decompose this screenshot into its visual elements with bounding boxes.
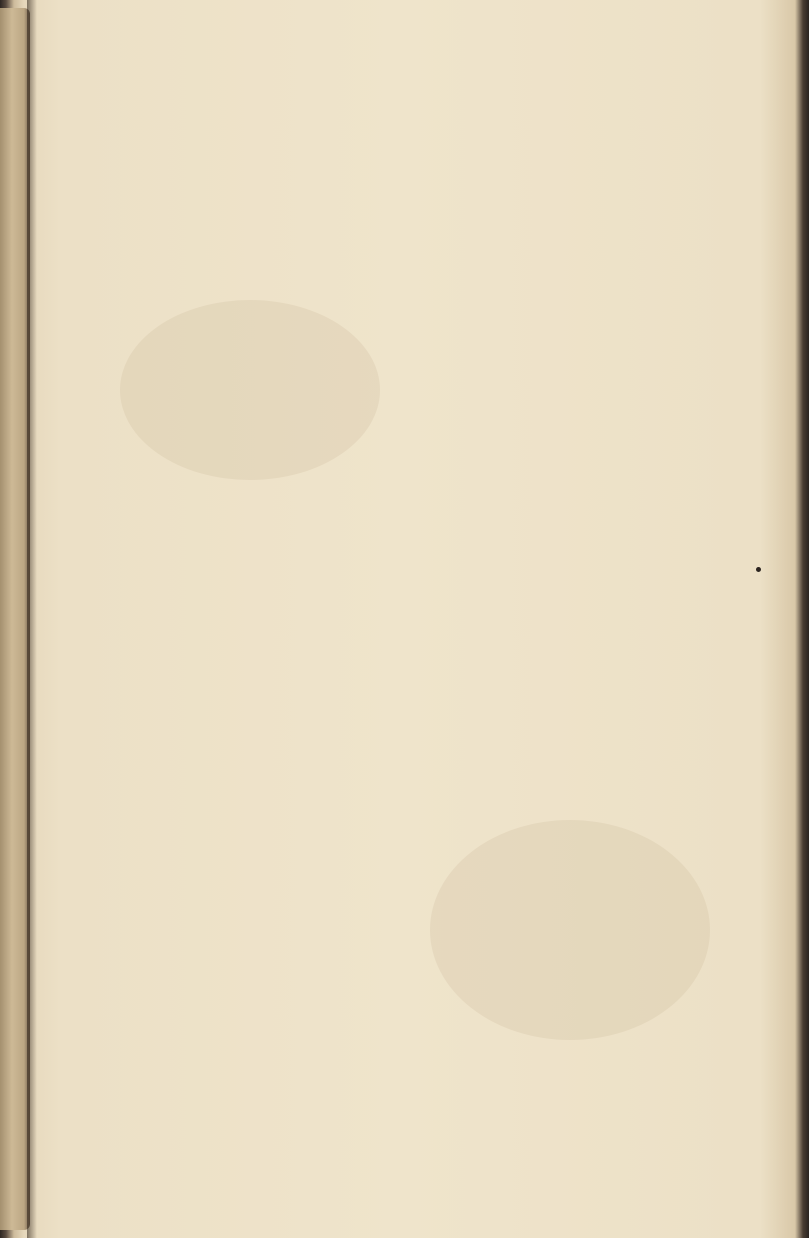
text-line (70, 337, 355, 352)
text-line (70, 154, 355, 169)
text-line (70, 581, 355, 596)
text-line (70, 901, 355, 916)
text-line (70, 215, 355, 230)
text-line (70, 1008, 355, 1023)
text-line (70, 932, 355, 947)
text-line (70, 612, 355, 627)
ink-dot (756, 567, 761, 572)
left-page-edge (0, 8, 30, 1230)
text-line (70, 520, 355, 535)
text-column-left (70, 93, 355, 1023)
text-line (70, 322, 355, 337)
text-line (362, 93, 644, 108)
text-line (70, 886, 355, 901)
text-line (70, 810, 355, 825)
text-line (70, 398, 355, 413)
text-line (70, 962, 355, 977)
text-line (70, 718, 355, 733)
text-line (70, 703, 355, 718)
text-line (70, 230, 355, 245)
text-line (70, 505, 355, 520)
text-line (70, 474, 355, 489)
text-line (70, 749, 355, 764)
text-line (70, 93, 355, 108)
text-line (70, 627, 355, 642)
text-line (70, 246, 355, 261)
text-line (70, 261, 355, 276)
text-line (70, 200, 355, 215)
text-line (70, 551, 355, 566)
text-line (70, 169, 355, 184)
text-line (70, 185, 355, 200)
paper-stain (430, 820, 710, 1040)
text-column-right (362, 93, 644, 108)
text-line (70, 444, 355, 459)
text-line (70, 795, 355, 810)
text-line (70, 978, 355, 993)
text-line (70, 459, 355, 474)
text-line (70, 947, 355, 962)
text-line (70, 917, 355, 932)
text-line (70, 825, 355, 840)
text-line (70, 413, 355, 428)
text-line (70, 856, 355, 871)
running-header (0, 55, 809, 95)
text-line (70, 596, 355, 611)
text-line (70, 124, 355, 139)
text-line (70, 993, 355, 1008)
guide-letter-r (380, 862, 394, 876)
text-line (70, 368, 355, 383)
text-line (70, 383, 355, 398)
text-line (70, 673, 355, 688)
text-line (70, 566, 355, 581)
text-line (70, 108, 355, 123)
text-line (70, 276, 355, 291)
text-line (70, 657, 355, 672)
text-line (70, 779, 355, 794)
text-line (70, 139, 355, 154)
guide-letter-h (402, 173, 418, 189)
text-line (70, 642, 355, 657)
text-line (70, 764, 355, 779)
text-line (70, 688, 355, 703)
text-line (70, 840, 355, 855)
text-line (70, 871, 355, 886)
text-line (70, 490, 355, 505)
text-line (70, 429, 355, 444)
text-line (70, 352, 355, 367)
text-line (70, 291, 355, 306)
text-line (70, 535, 355, 550)
text-line (70, 307, 355, 322)
text-line (70, 734, 355, 749)
binding-gutter-shadow (27, 0, 37, 1238)
